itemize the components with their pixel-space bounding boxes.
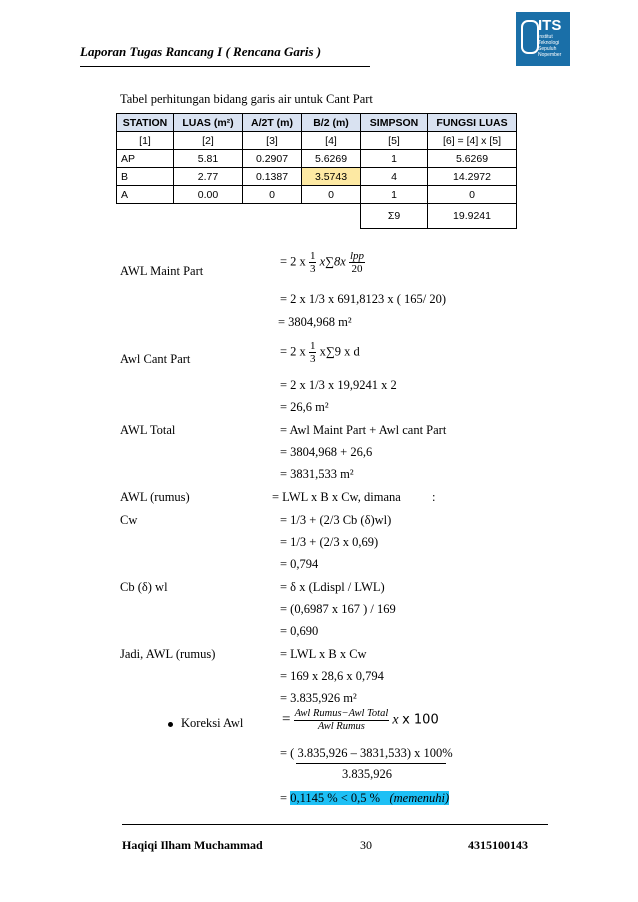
- formula-line: = 3804,968 m²: [278, 315, 352, 329]
- formula-line: = ( 3.835,926 – 3831,533) x 100%: [280, 746, 453, 760]
- logo-subtitle: Institut Teknologi Sepuluh Nopember: [538, 34, 562, 58]
- table-cell: 2.77: [174, 168, 243, 186]
- colon: :: [432, 490, 436, 504]
- formula-line: = 0,794: [280, 557, 319, 571]
- jadi-label: Jadi, AWL (rumus): [120, 647, 216, 661]
- formula-line: = Awl Maint Part + Awl cant Part: [280, 423, 447, 437]
- formula-line: = 3.835,926 m²: [280, 691, 357, 705]
- table-subheader: [1]: [117, 132, 174, 150]
- formula-line: 3.835,926: [342, 767, 392, 781]
- formula-text: x∑8x: [319, 254, 346, 269]
- cb-label: Cb (δ) wl: [120, 580, 168, 594]
- formula-text: x∑9 x d: [319, 344, 360, 359]
- table-sum-row: [117, 204, 517, 229]
- formula-text: = 2 x: [280, 344, 306, 359]
- awl-cant-formula: [280, 340, 360, 365]
- table-cell: 0: [302, 186, 361, 204]
- fraction: $\frac{\text{Awl Rumus−Awl Total}}{\text{Awl Rumus}}$: [294, 708, 389, 732]
- formula-line: = 26,6 m²: [280, 400, 329, 414]
- header-title: Laporan Tugas Rancang I ( Rencana Garis ): [80, 44, 322, 59]
- table-header: STATION: [117, 114, 174, 132]
- formula-line: = LWL x B x Cw, dimana: [272, 490, 401, 504]
- table-cell: 0.1387: [243, 168, 302, 186]
- table-header: LUAS (m²): [174, 114, 243, 132]
- table-cell: B: [117, 168, 174, 186]
- formula-text: x x 100: [392, 712, 439, 728]
- formula-line: = 2 x 1/3 x 19,9241 x 2: [280, 378, 397, 392]
- formula-line: = 0,690: [280, 624, 319, 638]
- formula-line: = 3804,968 + 26,6: [280, 445, 373, 459]
- sum-value: 19.9241: [428, 204, 517, 229]
- cw-label: Cw: [120, 513, 138, 527]
- formula-line: = 169 x 28,6 x 0,794: [280, 669, 384, 683]
- table-cell: 1: [361, 186, 428, 204]
- table-cell: 5.81: [174, 150, 243, 168]
- fraction-bar: [296, 763, 446, 764]
- table-cell: AP: [117, 150, 174, 168]
- header-divider: [80, 66, 370, 67]
- table-header: FUNGSI LUAS: [428, 114, 517, 132]
- sum-label: Σ9: [361, 204, 428, 229]
- logo-text: ITS: [538, 17, 562, 34]
- calculation-table: [116, 113, 517, 229]
- formula-line: = δ x (Ldispl / LWL): [280, 580, 385, 594]
- table-cell: 14.2972: [428, 168, 517, 186]
- table-row: [117, 150, 517, 168]
- footer-id: 4315100143: [468, 838, 528, 852]
- table-header: SIMPSON: [361, 114, 428, 132]
- table-cell: A: [117, 186, 174, 204]
- table-subheader: [3]: [243, 132, 302, 150]
- formula-line: = 1/3 + (2/3 Cb (δ)wl): [280, 513, 392, 527]
- table-header: A/2T (m): [243, 114, 302, 132]
- page-number: 30: [360, 838, 372, 852]
- bullet-icon: [168, 722, 173, 727]
- formula-line: = 1/3 + (2/3 x 0,69): [280, 535, 379, 549]
- awl-maint-label: AWL Maint Part: [120, 264, 204, 278]
- koreksi-formula: [282, 708, 439, 733]
- formula-line: = 3831,533 m²: [280, 467, 354, 481]
- table-cell: 4: [361, 168, 428, 186]
- awl-maint-formula: [280, 250, 365, 275]
- awl-total-label: AWL Total: [120, 423, 176, 437]
- formula-line: = (0,6987 x 167 ) / 169: [280, 602, 396, 616]
- its-logo: [516, 12, 570, 66]
- formula-text: = 2 x: [280, 254, 306, 269]
- formula-line: = 2 x 1/3 x 691,8123 x ( 165/ 20): [280, 292, 447, 306]
- table-subheader: [4]: [302, 132, 361, 150]
- footer-author: Haqiqi Ilham Muchammad: [122, 838, 263, 852]
- result-highlight: 0,1145 % < 0,5 % (memenuhi): [290, 791, 450, 805]
- table-cell-highlighted: 3.5743: [302, 168, 361, 186]
- awl-cant-label: Awl Cant Part: [120, 352, 191, 366]
- table-cell: 0.00: [174, 186, 243, 204]
- table-subheader: [2]: [174, 132, 243, 150]
- table-title: Tabel perhitungan bidang garis air untuk Cant Part: [120, 92, 373, 106]
- table-cell: 0: [428, 186, 517, 204]
- table-cell: 0: [243, 186, 302, 204]
- table-cell: 0.2907: [243, 150, 302, 168]
- koreksi-label: Koreksi Awl: [168, 716, 243, 731]
- table-cell: 5.6269: [302, 150, 361, 168]
- result-line: = 0,1145 % < 0,5 % (memenuhi): [280, 791, 450, 805]
- fraction: $\frac{\text{lpp}}{20}$: [349, 250, 365, 275]
- awl-rumus-label: AWL (rumus): [120, 490, 190, 504]
- table-row: [117, 168, 517, 186]
- formula-text: =: [282, 711, 291, 728]
- table-header-row: [117, 114, 517, 132]
- table-subheader: [6] = [4] x [5]: [428, 132, 517, 150]
- logo-emblem-icon: [521, 20, 539, 54]
- table-header: B/2 (m): [302, 114, 361, 132]
- fraction: $\frac{1}{3}$: [309, 250, 316, 275]
- footer-divider: [122, 824, 548, 825]
- table-row: [117, 186, 517, 204]
- table-cell: 5.6269: [428, 150, 517, 168]
- table-subheader: [5]: [361, 132, 428, 150]
- fraction: $\frac{1}{3}$: [309, 340, 316, 365]
- table-subheader-row: [117, 132, 517, 150]
- table-cell: 1: [361, 150, 428, 168]
- formula-line: = LWL x B x Cw: [280, 647, 367, 661]
